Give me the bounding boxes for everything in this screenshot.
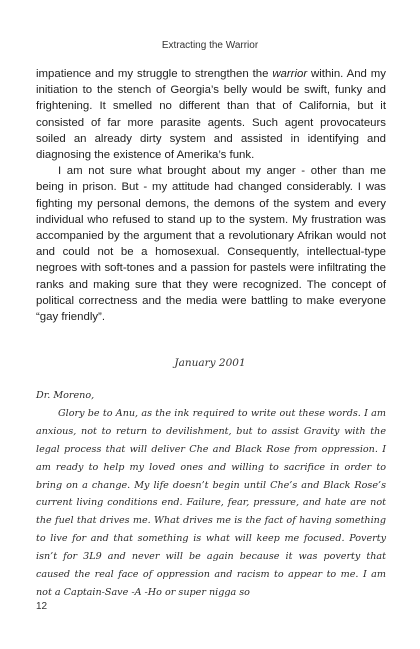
letter-body: Glory be to Anu, as the ink required to write out these words. I am anxious, not to return to devilishment, but to assist Gravity with the legal process that will deliver Che and Black Rose from oppression. I am ready to help my loved ones and willing to sacrifice in order to bring on a change. My life doesn’t begin until Che’s and Black Rose’s current living conditions end. Failure, fear, pressure, and hate are not the fuel that drives me. What drives me is the fact of having something to live for and that something is what will keep me focused. Poverty isn’t for 3L9 and never will be again because it was poverty that caused the real face of oppression and racism to appear to me. I am not a Captain-Save -A -Ho or super nigga so [36,407,386,598]
main-text [36,66,386,325]
emphasis-word: warrior [272,68,308,80]
page-number: 12 [36,601,48,612]
paragraph-text: within. And my initiation to the stench of Georgia’s belly would be swift, funky and frightening. It smelled no different than that of California, but it consisted of far more parasite agents. Such agent provocateurs soiled an already dirty system and assisted in identifying and diagnosing the existence of Amerika’s funk. [36,68,386,162]
letter [36,387,386,602]
letter-date: January 2001 [174,357,246,369]
paragraph-text: impatience and my struggle to strengthen the [36,68,273,80]
paragraph: I am not sure what brought about my anger - other than me being in prison. But - my attitude had changed considerably. I was fighting my personal demons, the demons of the system and every individual who refused to stand up to the system. My frustration was accompanied by the argument that a revolutionary Afrikan would not and could not be a homosexual. Consequently, intellectual-type negroes with soft-tones and a passion for pastels were infiltrating the ranks and making sure that they were recognized. The concept of political correctness and the media were battling to make everyone “gay friendly”. [36,165,386,324]
letter-salutation: Dr. Moreno, [36,390,95,401]
paragraph [36,66,386,163]
running-header: Extracting the Warrior [161,40,259,51]
